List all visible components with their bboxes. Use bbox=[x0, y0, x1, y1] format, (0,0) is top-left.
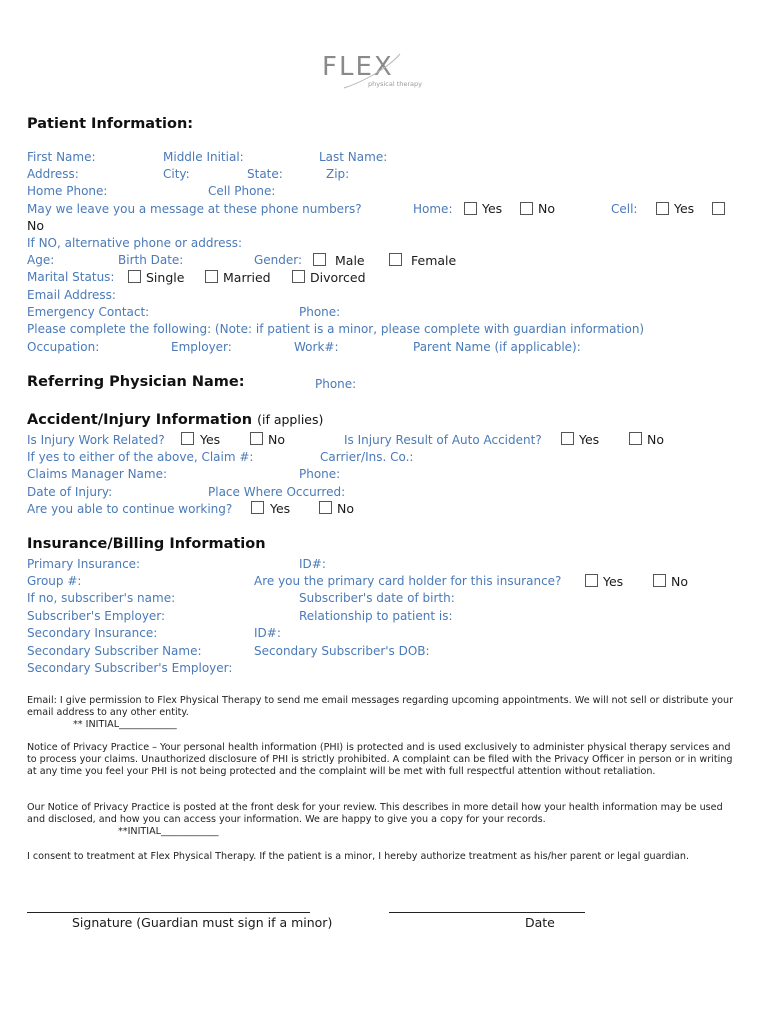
work-related-yes-checkbox[interactable] bbox=[181, 432, 194, 445]
work-related-no-checkbox[interactable] bbox=[250, 432, 263, 445]
date-of-injury-label: Date of Injury: bbox=[27, 485, 113, 499]
secondary-insurance-label: Secondary Insurance: bbox=[27, 626, 158, 640]
auto-accident-no-label: No bbox=[647, 432, 664, 447]
single-label: Single bbox=[146, 270, 185, 285]
cell-yes-checkbox[interactable] bbox=[656, 202, 669, 215]
logo-tagline: physical therapy bbox=[368, 80, 423, 88]
secondary-employer-label: Secondary Subscriber's Employer: bbox=[27, 661, 233, 675]
cell-yes-label: Yes bbox=[674, 201, 695, 216]
married-label: Married bbox=[223, 270, 271, 285]
divorced-checkbox[interactable] bbox=[292, 270, 305, 283]
female-checkbox[interactable] bbox=[389, 253, 402, 266]
logo bbox=[318, 50, 428, 92]
place-occurred-label: Place Where Occurred: bbox=[208, 485, 346, 499]
email-label: Email Address: bbox=[27, 288, 116, 302]
primary-insurance-label: Primary Insurance: bbox=[27, 557, 141, 571]
female-label: Female bbox=[411, 253, 457, 268]
male-checkbox[interactable] bbox=[313, 253, 326, 266]
occupation-label: Occupation: bbox=[27, 340, 100, 354]
emergency-contact-label: Emergency Contact: bbox=[27, 305, 150, 319]
last-name-label: Last Name: bbox=[319, 150, 388, 164]
leave-message-question: May we leave you a message at these phone numbers? bbox=[27, 202, 362, 216]
work-related-question: Is Injury Work Related? bbox=[27, 433, 165, 447]
cell-no-checkbox[interactable] bbox=[712, 202, 725, 215]
guardian-note: Please complete the following: (Note: if patient is a minor, please complete with guardian information) bbox=[27, 322, 645, 336]
carrier-label: Carrier/Ins. Co.: bbox=[320, 450, 414, 464]
continue-working-yes-checkbox[interactable] bbox=[251, 501, 264, 514]
date-line[interactable] bbox=[389, 912, 585, 913]
secondary-subscriber-label: Secondary Subscriber Name: bbox=[27, 644, 202, 658]
privacy-posted-text: Our Notice of Privacy Practice is posted at the front desk for your review. This describes in more detail how your health information may be used and disclosed, and how you can access your information. We are happy to give you a copy for your records. bbox=[27, 802, 723, 825]
continue-working-no-checkbox[interactable] bbox=[319, 501, 332, 514]
accident-heading bbox=[27, 412, 323, 428]
card-holder-question: Are you the primary card holder for this insurance? bbox=[254, 574, 562, 588]
state-label: State: bbox=[247, 167, 283, 181]
logo-brand: FLEX bbox=[322, 52, 394, 82]
zip-label: Zip: bbox=[326, 167, 350, 181]
married-checkbox[interactable] bbox=[205, 270, 218, 283]
secondary-dob-label: Secondary Subscriber's DOB: bbox=[254, 644, 430, 658]
subscriber-dob-label: Subscriber's date of birth: bbox=[299, 591, 455, 605]
consent-text: I consent to treatment at Flex Physical Therapy. If the patient is a minor, I hereby authorize treatment as his/her parent or legal guardian. bbox=[27, 851, 690, 862]
single-checkbox[interactable] bbox=[128, 270, 141, 283]
card-holder-no-label: No bbox=[671, 574, 688, 589]
secondary-id-label: ID#: bbox=[254, 626, 281, 640]
accident-heading-note: (if applies) bbox=[257, 412, 324, 427]
middle-initial-label: Middle Initial: bbox=[163, 150, 244, 164]
auto-accident-question: Is Injury Result of Auto Accident? bbox=[344, 433, 542, 447]
parent-name-label: Parent Name (if applicable): bbox=[413, 340, 581, 354]
claims-manager-label: Claims Manager Name: bbox=[27, 467, 168, 481]
auto-accident-no-checkbox[interactable] bbox=[629, 432, 642, 445]
card-holder-yes-label: Yes bbox=[603, 574, 624, 589]
signature-label: Signature (Guardian must sign if a minor) bbox=[72, 915, 333, 930]
marital-status-label: Marital Status: bbox=[27, 270, 115, 284]
work-related-no-label: No bbox=[268, 432, 285, 447]
emergency-phone-label: Phone: bbox=[299, 305, 341, 319]
date-label: Date bbox=[525, 915, 555, 930]
signature-line[interactable] bbox=[27, 912, 310, 913]
claim-label: If yes to either of the above, Claim #: bbox=[27, 450, 254, 464]
age-label: Age: bbox=[27, 253, 55, 267]
email-initial-line: ** INITIAL____________ bbox=[73, 719, 177, 730]
referring-phone-label: Phone: bbox=[315, 377, 357, 391]
privacy-initial-line: **INITIAL____________ bbox=[118, 826, 219, 837]
subscriber-name-label: If no, subscriber's name: bbox=[27, 591, 176, 605]
patient-info-heading: Patient Information: bbox=[27, 116, 194, 132]
home-yes-label: Yes bbox=[482, 201, 503, 216]
work-number-label: Work#: bbox=[294, 340, 339, 354]
insurance-heading: Insurance/Billing Information bbox=[27, 536, 266, 552]
work-related-yes-label: Yes bbox=[200, 432, 221, 447]
card-holder-yes-checkbox[interactable] bbox=[585, 574, 598, 587]
birth-date-label: Birth Date: bbox=[118, 253, 184, 267]
group-number-label: Group #: bbox=[27, 574, 82, 588]
primary-id-label: ID#: bbox=[299, 557, 326, 571]
cell-label: Cell: bbox=[611, 202, 638, 216]
cell-phone-label: Cell Phone: bbox=[208, 184, 276, 198]
referring-physician-heading: Referring Physician Name: bbox=[27, 374, 245, 390]
home-label: Home: bbox=[413, 202, 453, 216]
auto-accident-yes-checkbox[interactable] bbox=[561, 432, 574, 445]
privacy-practice-text: Notice of Privacy Practice – Your personal health information (PHI) is protected and is used exclusively to administer physical therapy services and to process your claims. Unauthorized disclosure of PHI is strictly prohibited. A complaint can be filed with the Privacy Officer in person or in writing at any time you feel your PHI is not being protected and the complaint will be met with full respectful attention without retaliation. bbox=[27, 742, 733, 777]
divorced-label: Divorced bbox=[310, 270, 366, 285]
home-no-label: No bbox=[538, 201, 555, 216]
home-yes-checkbox[interactable] bbox=[464, 202, 477, 215]
claims-phone-label: Phone: bbox=[299, 467, 341, 481]
city-label: City: bbox=[163, 167, 190, 181]
email-permission-text: Email: I give permission to Flex Physical Therapy to send me email messages regarding upcoming appointments. We will not sell or distribute your email address to any other entity. bbox=[27, 695, 734, 718]
cell-no-label: No bbox=[27, 218, 44, 233]
male-label: Male bbox=[335, 253, 365, 268]
accident-heading-title: Accident/Injury Information bbox=[27, 412, 253, 428]
continue-working-no-label: No bbox=[337, 501, 354, 516]
continue-working-yes-label: Yes bbox=[270, 501, 291, 516]
first-name-label: First Name: bbox=[27, 150, 96, 164]
gender-label: Gender: bbox=[254, 253, 303, 267]
employer-label: Employer: bbox=[171, 340, 232, 354]
continue-working-question: Are you able to continue working? bbox=[27, 502, 233, 516]
relationship-label: Relationship to patient is: bbox=[299, 609, 453, 623]
auto-accident-yes-label: Yes bbox=[579, 432, 600, 447]
card-holder-no-checkbox[interactable] bbox=[653, 574, 666, 587]
alt-contact-label: If NO, alternative phone or address: bbox=[27, 236, 243, 250]
home-phone-label: Home Phone: bbox=[27, 184, 108, 198]
home-no-checkbox[interactable] bbox=[520, 202, 533, 215]
subscriber-employer-label: Subscriber's Employer: bbox=[27, 609, 166, 623]
address-label: Address: bbox=[27, 167, 79, 181]
